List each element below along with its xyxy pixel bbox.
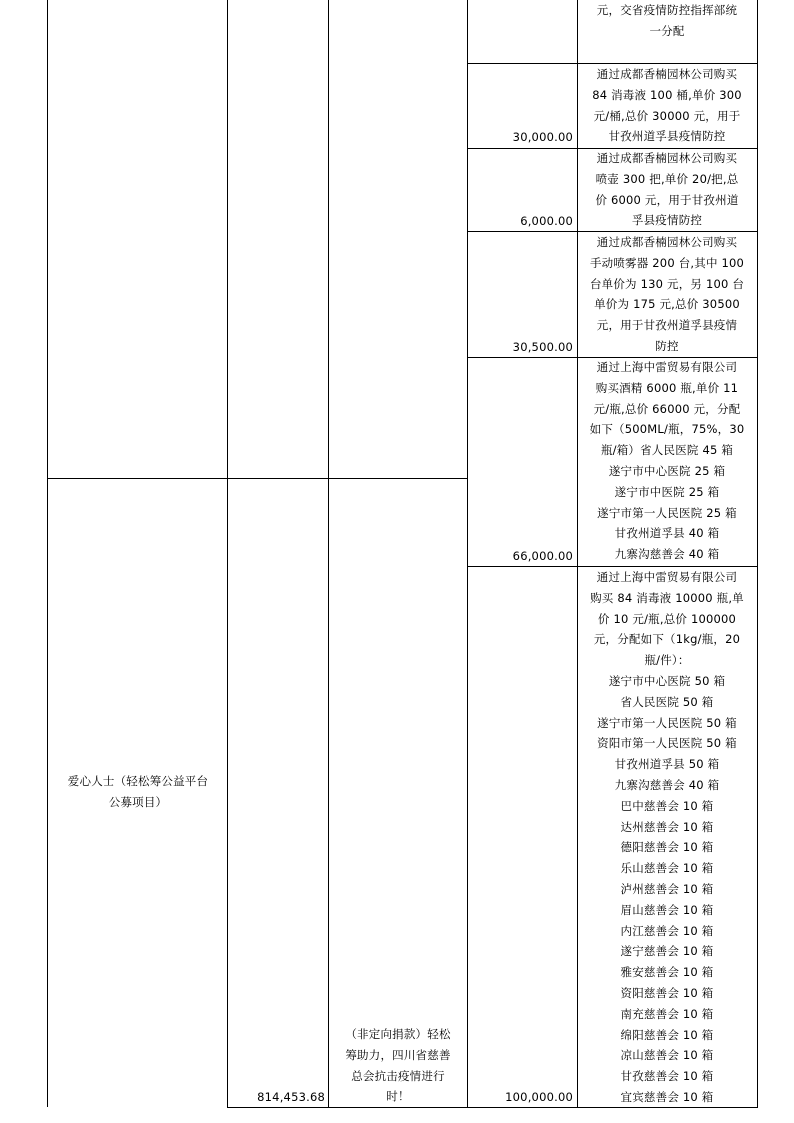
amount-cell: 100,000.00 bbox=[505, 1090, 573, 1104]
donor-cell: 爱心人士（轻松筹公益平台 公募项目） bbox=[67, 774, 209, 809]
table-border-right bbox=[757, 0, 758, 1107]
purpose-cell: 元，交省疫情防控指挥部统 一分配 bbox=[596, 3, 738, 38]
amount-cell: 30,000.00 bbox=[512, 130, 573, 144]
purpose-cell: 通过上海中雷贸易有限公司 购买酒精 6000 瓶,单价 11 元/瓶,总价 66000 元，分配 如下（500ML/瓶，75%，30 瓶/箱）省人民医院 45 箱 遂宁市中心医院 25 箱 遂宁市中医院 25 箱 遂宁市第一人民医院 25 箱 甘孜州道孚县 40 箱 九寨沟慈善会 40 箱 bbox=[589, 360, 745, 562]
total-amount-cell: 814,453.68 bbox=[257, 1090, 325, 1104]
table-divider-col3 bbox=[467, 0, 468, 1107]
purpose-cell: 通过成都香楠园林公司购买 手动喷雾器 200 台,其中 100 台单价为 130 元，另 100 台 单价为 175 元,总价 30500 元，用于甘孜州道孚县疫情 防控 bbox=[589, 235, 745, 353]
amount-cell: 30,500.00 bbox=[512, 340, 573, 354]
table-divider-col4 bbox=[577, 0, 578, 1107]
amount-cell: 6,000.00 bbox=[520, 214, 573, 228]
donor-row-divider bbox=[47, 478, 468, 479]
remark-cell: （非定向捐款）轻松 筹助力，四川省慈善 总会抗击疫情进行 时！ bbox=[345, 1027, 451, 1104]
table-border-left bbox=[47, 0, 48, 1107]
purpose-cell: 通过成都香楠园林公司购买 喷壶 300 把,单价 20/把,总 价 6000 元，用于甘孜州道 孚县疫情防控 bbox=[595, 151, 739, 228]
table-divider-col2 bbox=[328, 0, 329, 1107]
purpose-cell: 通过成都香楠园林公司购买 84 消毒液 100 桶,单价 300 元/桶,总价 30000 元，用于 甘孜州道孚县疫情防控 bbox=[592, 67, 742, 144]
purpose-cell: 通过上海中雷贸易有限公司 购买 84 消毒液 10000 瓶,单 价 10 元/瓶,总价 100000 元，分配如下（1kg/瓶，20 瓶/件）： 遂宁市中心医院 50 箱 省人民医院 50 箱 遂宁市第一人民医院 50 箱 资阳市第一人民医院 50 箱 甘孜州道孚县 50 箱 九寨沟慈善会 40 箱 巴中慈善会 10 箱 达州慈善会 10 箱 德阳慈善会 10 箱 乐山慈善会 10 箱 泸州慈善会 10 箱 眉山慈善会 10 箱 内江慈善会 10 箱 遂宁慈善会 10 箱 雅安慈善会 10 箱 资阳慈善会 10 箱 南充慈善会 10 箱 绵阳慈善会 10 箱 凉山慈善会 10 箱 甘孜慈善会 10 箱 宜宾慈善会 10 箱 bbox=[590, 570, 744, 1104]
amount-cell: 66,000.00 bbox=[512, 549, 573, 563]
table-divider-col1 bbox=[227, 0, 228, 1107]
